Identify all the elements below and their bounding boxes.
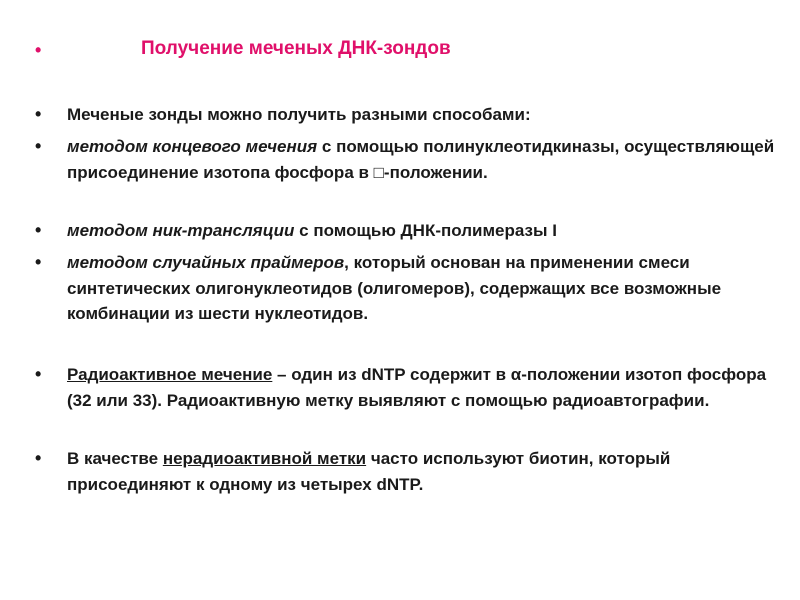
bullet-text [67,362,795,413]
bullet-marker: • [35,220,42,240]
bullet-marker: • [35,448,42,468]
bullet-text [67,218,795,244]
bullet-marker: • [35,136,42,156]
underlined-term: Радиоактивное мечение [67,365,273,384]
bullet-text-before: В качестве [67,449,163,468]
bullet-text-rest: – один из dNTP содержит в α-положении изотоп фосфора (32 или 33). Радиоактивную метку выявляют с помощью радиоавтографии. [67,365,767,410]
bullet-text [67,250,795,327]
method-name-emphasis: методом случайных праймеров [67,253,345,272]
slide-title: Получение меченых ДНК-зондов [141,38,451,59]
bullet-item-3 [35,218,795,244]
bullet-text-rest: часто используют биотин, который присоединяют к одному из четырех dNTP. [67,449,671,494]
bullet-item-1 [35,102,795,128]
bullet-text [67,102,795,128]
title-row [35,34,775,68]
method-name-emphasis: методом ник-трансляции [67,221,295,240]
bullet-marker: • [35,252,42,272]
bullet-text-rest: с помощью полинуклеотидкиназы, осуществляющей присоединение изотопа фосфора в □-положении. [67,137,775,182]
bullet-marker: • [35,104,42,124]
bullet-item-5 [35,362,795,413]
bullet-text [67,134,795,185]
underlined-term: нерадиоактивной метки [162,449,367,468]
bullet-marker: • [35,364,42,384]
bullet-text [67,446,795,497]
bullet-text-content: Меченые зонды можно получить разными способами: [67,105,531,124]
bullet-item-2 [35,134,795,185]
method-name-emphasis: методом концевого мечения [67,137,318,156]
bullet-text-rest: с помощью ДНК-полимеразы I [294,221,557,240]
bullet-text-rest: , который основан на применении смеси синтетических олигонуклеотидов (олигомеров), содержащих все возможные комбинации из шести нуклеотидов. [67,253,722,323]
bullet-item-6 [35,446,795,497]
bullet-item-4 [35,250,795,327]
title-bullet: • [35,40,42,60]
